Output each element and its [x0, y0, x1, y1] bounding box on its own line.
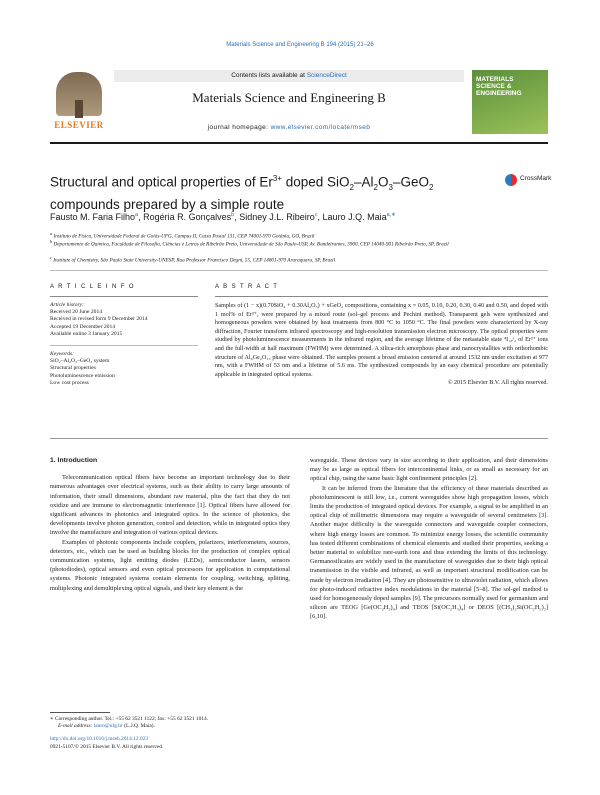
corresponding-author: ∗ Corresponding author. Tel.: +55 62 3521 1122; fax: +55 62 3521 1014. — [50, 716, 209, 722]
journal-homepage — [114, 124, 464, 131]
author-name[interactable]: Sidney J.L. Ribeiro — [239, 212, 315, 222]
affiliation — [50, 254, 548, 265]
history-item: Available online 3 January 2015 — [50, 330, 123, 337]
title-text: doped SiO — [282, 174, 350, 190]
affiliation-sup: c — [50, 255, 52, 260]
email-label: E-mail address: — [58, 723, 94, 730]
contents-bar — [114, 70, 464, 82]
title-sub: 3 — [388, 183, 393, 193]
email-link[interactable]: lauro@ufg.br — [93, 723, 123, 730]
crossmark-icon — [505, 174, 517, 186]
homepage-link[interactable]: www.elsevier.com/locate/mseb — [270, 124, 371, 131]
divider — [50, 345, 198, 346]
divider — [50, 438, 548, 439]
journal-reference[interactable]: Materials Science and Engineering B 194 (2015) 21–26 — [226, 42, 374, 48]
trunk-icon — [75, 100, 83, 118]
keyword: Structural properties — [50, 365, 96, 372]
journal-banner — [50, 68, 548, 138]
crossmark-badge[interactable] — [505, 174, 555, 188]
crossmark-label: CrossMark — [520, 175, 552, 182]
article-info-heading: A R T I C L E I N F O — [50, 284, 135, 290]
title-sup: 3+ — [272, 174, 282, 183]
history-item: Accepted 19 December 2014 — [50, 323, 116, 330]
affiliation-text: Instituto de Física, Universidade Federal de Goiás-UFG, Campus II, Caixa Postal 131, CEP 74001-970 Goiânia, GO, Brazil — [53, 233, 315, 240]
keyword: Low cost process — [50, 379, 89, 386]
cover-title: MATERIALS SCIENCE & ENGINEERING — [476, 76, 522, 97]
author-name[interactable]: Fausto M. Faria Filho — [50, 212, 136, 222]
sciencedirect-link[interactable]: ScienceDirect — [306, 72, 347, 79]
divider — [50, 296, 198, 297]
history-label: Article history: — [50, 302, 85, 308]
title-text: Structural and optical properties of Er — [50, 174, 273, 190]
title-sub: 2 — [349, 183, 354, 193]
journal-cover-image[interactable] — [472, 70, 548, 134]
footnote-rule — [50, 712, 110, 713]
email-suffix: (L.J.Q. Maia). — [122, 723, 155, 730]
doi-link[interactable]: http://dx.doi.org/10.1016/j.mseb.2014.12.023 — [50, 736, 148, 743]
keyword: SiO₂–Al₂O₃–GeO₂ system — [50, 358, 110, 365]
journal-title: Materials Science and Engineering B — [192, 90, 386, 105]
abstract-heading: A B S T R A C T — [215, 284, 279, 290]
abstract-text: Samples of (1 − x)(0.70SiO₂ + 0.30Al₂O₃) + xGeO₂ compositions, containing x = 0.05, 0.10, 0.20, 0.30, 0.40 and 0.50, and doped with 1 mol% of Er³⁺, were prepared by a mixed route (sol–gel process and Pechini method). Transparent gels were synthesized and homogeneous powders were obtained by heat treatments from 800 °C to 1050 °C. The final powders were characterized by X-ray diffraction, Fourier transform infrared spectroscopy and high-resolution transmission electron microscopy. The optical properties were studied by photoluminescence measurements in the infrared region, and the average lifetime of the metastable state ⁴I₁₃/₂ of Er³⁺ ions and the full-width at half maximum (FWHM) were determined. A silica-rich amorphous phase and nanocrystallites with orthorhombic structure of Al₆Ge₂O₁₃ phase were obtained. The samples present a broad emission centered at around 1532 nm under excitation at 977 nm, with a FWHM of 53 nm and a lifetime of 5.6 ms. The synthesized compounds by an easy chemical procedure are potentially applicable in integrated optical systems. — [215, 303, 548, 378]
affiliation-text: Departamento de Química, Faculdade de Filosofia, Ciências e Letras de Ribeirão Preto, Universidade de São Paulo-USP, Av. Bandeirantes, 3900, CEP 14040-901 Ribeirão Preto, SP, Brazil — [53, 241, 449, 248]
author-list: Fausto M. Faria Filho$^a$, Rogéria R. Gonçalves$^b$, Sidney J.L. Ribeiro$^c$, Lauro J.Q. Maia$^{a,∗}$ — [50, 212, 396, 222]
history-item: Received in revised form 9 December 2014 — [50, 316, 148, 323]
paragraph: Telecommunication optical fibers have become an important technology due to their numerous advantages over electrical systems, such as their ability to carry large amounts of information, their small dimensions, abundant raw material, plus the fact that they do not oxidize and are immune to electromagnetic interference [1]. Optical fibers have allowed for significant advances in photonics and integrated optics. In the science of photonics, the developments involve photon generation, control and detection, while in integrated optics they involve the manufacture and integration of various optical devices. — [50, 474, 290, 537]
affiliation-sup: a — [50, 231, 53, 236]
contents-prefix: Contents lists available at — [231, 72, 307, 79]
author-sup: c — [314, 212, 318, 218]
homepage-prefix: journal homepage: — [207, 124, 271, 131]
title-text: compounds prepared by a simple route — [50, 197, 285, 213]
author-name[interactable]: Lauro J.Q. Maia — [322, 212, 387, 222]
title-text: –GeO — [392, 174, 429, 190]
title-sub: 2 — [373, 183, 378, 193]
keywords-label: Keywords: — [50, 351, 75, 358]
author-sup: b — [231, 212, 235, 218]
paragraph: Examples of photonic components include couplers, polarizers, interferometers, sources, detectors, etc., which can be used as building blocks for the production of complex optical communication systems, light emitting diodes (LEDs), semiconductor lasers, sensors (photodiodes), optical sensors and even optical processors for application in computational systems. Photonic integrated systems contain elements for coupling, switching, splitting, multiplexing and demultiplexing optical signals, and their key element is the — [50, 538, 290, 592]
intro-right-column — [310, 456, 548, 622]
banner-rule — [50, 142, 548, 144]
author-name[interactable]: Rogéria R. Gonçalves — [143, 212, 232, 222]
email-line — [50, 723, 290, 730]
copyright: © 2015 Elsevier B.V. All rights reserved. — [447, 380, 548, 387]
intro-heading: 1. Introduction — [50, 457, 98, 464]
title-sub: 2 — [428, 183, 434, 193]
affiliation-sup: b — [50, 239, 53, 244]
title-text: –Al — [354, 174, 374, 190]
footnote — [50, 716, 290, 751]
intro-left-column — [50, 456, 290, 593]
title-text: O — [377, 174, 389, 190]
issn-line: 0921-5107/© 2015 Elsevier B.V. All rights reserved. — [50, 743, 164, 750]
paragraph: waveguide. These devices vary in size according to their application, and their dimensions may be as large as optical fibers for intercontinental links, or as small as necessary for an optical chip, using the same basic light confinement principles [2]. — [310, 457, 548, 483]
article-info — [50, 302, 198, 387]
affiliation-text: Institute of Chemistry, São Paulo State University-UNESP, Rua Professor Francisco Degni, 55, CEP 14801-970 Araraquara, SP, Brazil — [53, 257, 336, 264]
paragraph: It can be inferred from the literature that the efficiency of these materials described as photoluminescent is still low, i.e., current waveguides show high propagation losses, which limits the production of integrated optical devices. For example, a signal to be amplified in an optical chip of millimetric dimensions may require a waveguide of several centimeters [3]. Another major difficulty is the waveguide connectors and waveguide coupler connectors, where high energy losses are common. To minimize energy losses, the scientific community has tested different combinations of chemical elements and studied their properties, seeking a better material to solubilize rare-earth ions and thus extending the limits of this technology. Germanosilicates are widely used in the manufacture of waveguides due to their high optical transmission in the visible and infrared, as well as important structural modification can be made by electron irradiation [4]. They are photosensitive to ultraviolet radiation, which allows for photo-induced refractive index modulations in the material [5–8]. The sol-gel method is used for homogeneously doped samples [9]. The precursors normally used for germanium and silicon are TEOG [Ge(OC₂H₅)₄] and TEOS [Si(OC₂H₅)₄] or DEOS [(CH₃)₂Si(OC₂H₅)₂] [6,10]. — [310, 484, 548, 621]
article-title — [50, 170, 480, 213]
divider — [50, 270, 548, 271]
divider — [215, 296, 548, 297]
affiliation — [50, 238, 548, 249]
publisher-name: ELSEVIER — [54, 120, 104, 130]
author-sup: a,∗ — [386, 212, 396, 218]
author-sup: a — [135, 212, 139, 218]
elsevier-logo[interactable] — [50, 70, 108, 134]
abstract — [215, 302, 548, 388]
history-item: Received 20 June 2014 — [50, 309, 103, 316]
keyword: Photoluminescence emission — [50, 372, 115, 379]
